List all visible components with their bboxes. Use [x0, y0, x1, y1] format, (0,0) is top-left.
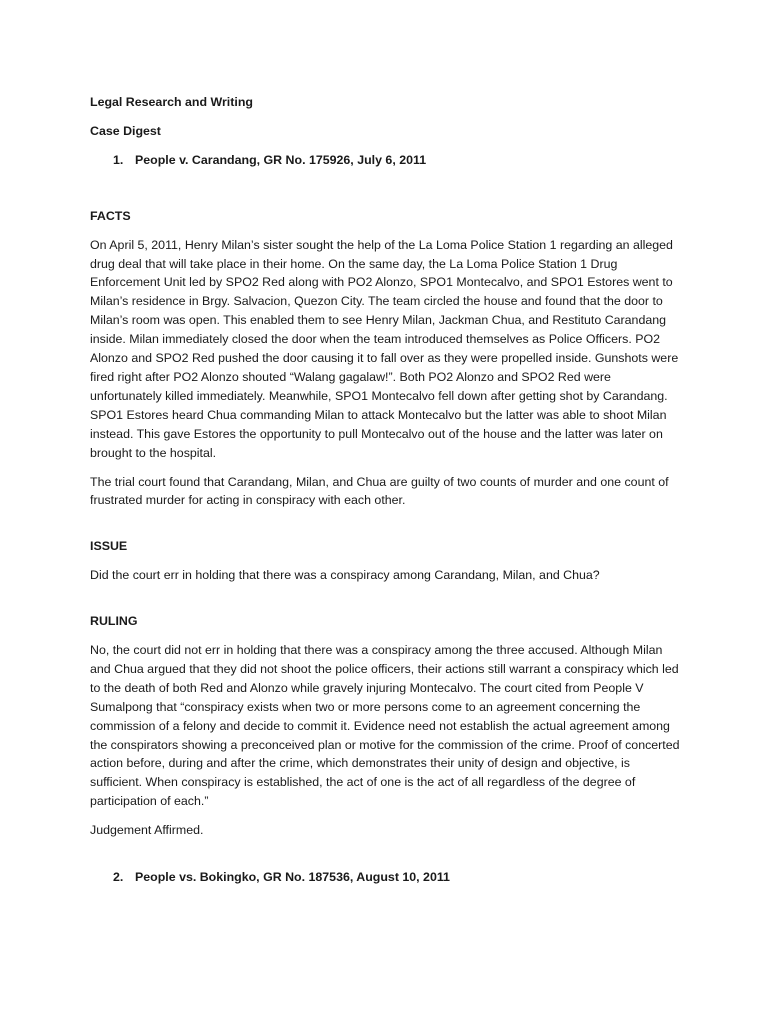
facts-heading: FACTS: [90, 208, 131, 223]
facts-paragraph: The trial court found that Carandang, Milan, and Chua are guilty of two counts of murder and one count of frustrated murder for acting in conspiracy with each other.: [90, 474, 669, 508]
case-title: People v. Carandang, GR No. 175926, July 6, 2011: [135, 152, 427, 167]
issue-text: Did the court err in holding that there was a conspiracy among Carandang, Milan, and Chua?: [90, 568, 600, 583]
judgement-text: Judgement Affirmed.: [90, 823, 204, 838]
issue-heading: ISSUE: [90, 539, 128, 554]
case-number: 2.: [113, 870, 124, 885]
document-subtitle: Case Digest: [90, 123, 161, 138]
document-body: [90, 93, 680, 887]
case-heading-2: [90, 868, 680, 887]
facts-paragraph: On April 5, 2011, Henry Milan’s sister sought the help of the La Loma Police Station 1 regarding an alleged drug deal that will take place in their home. On the same day, the La Loma Police Station 1 Drug Enforcement Unit led by SPO2 Red along with PO2 Alonzo, SPO1 Montecalvo, and SPO1 Estores went to Milan’s residence in Brgy. Salvacion, Quezon City. The team circled the house and found that the door to Milan’s room was open. This enabled them to see Henry Milan, Jackman Chua, and Restituto Carandang inside. Milan immediately closed the door when the team introduced themselves as Police Officers. PO2 Alonzo and SPO2 Red pushed the door causing it to fall over as they were propelled inside. Gunshots were fired right after PO2 Alonzo shouted “Walang gagalaw!”. Both PO2 Alonzo and SPO2 Red were unfortunately killed immediately. Meanwhile, SPO1 Montecalvo fell down after getting shot by Carandang. SPO1 Estores heard Chua commanding Milan to attack Montecalvo but the latter was able to shoot Milan instead. This gave Estores the opportunity to pull Montecalvo out of the house and the latter was later on brought to the hospital.: [90, 237, 679, 460]
ruling-heading: RULING: [90, 614, 138, 629]
document-title: Legal Research and Writing: [90, 95, 253, 109]
case-heading-1: [90, 151, 680, 170]
ruling-paragraph: No, the court did not err in holding that there was a conspiracy among the three accused. Although Milan and Chua argued that they did not shoot the police officers, their actions still warrant a conspiracy which led to the death of both Red and Alonzo while gravely injuring Montecalvo. The court cited from People V Sumalpong that “conspiracy exists when two or more persons come to an agreement concerning the commission of a felony and decide to commit it. Evidence need not establish the actual agreement among the conspirators showing a preconceived plan or motive for the commission of the crime. Proof of concerted action before, during and after the crime, which demonstrates their unity of design and objective, is sufficient. When conspiracy is established, the act of one is the act of all regardless of the degree of participation of each.”: [90, 643, 680, 809]
case-number: 1.: [113, 152, 124, 167]
case-title: People vs. Bokingko, GR No. 187536, August 10, 2011: [135, 870, 450, 885]
